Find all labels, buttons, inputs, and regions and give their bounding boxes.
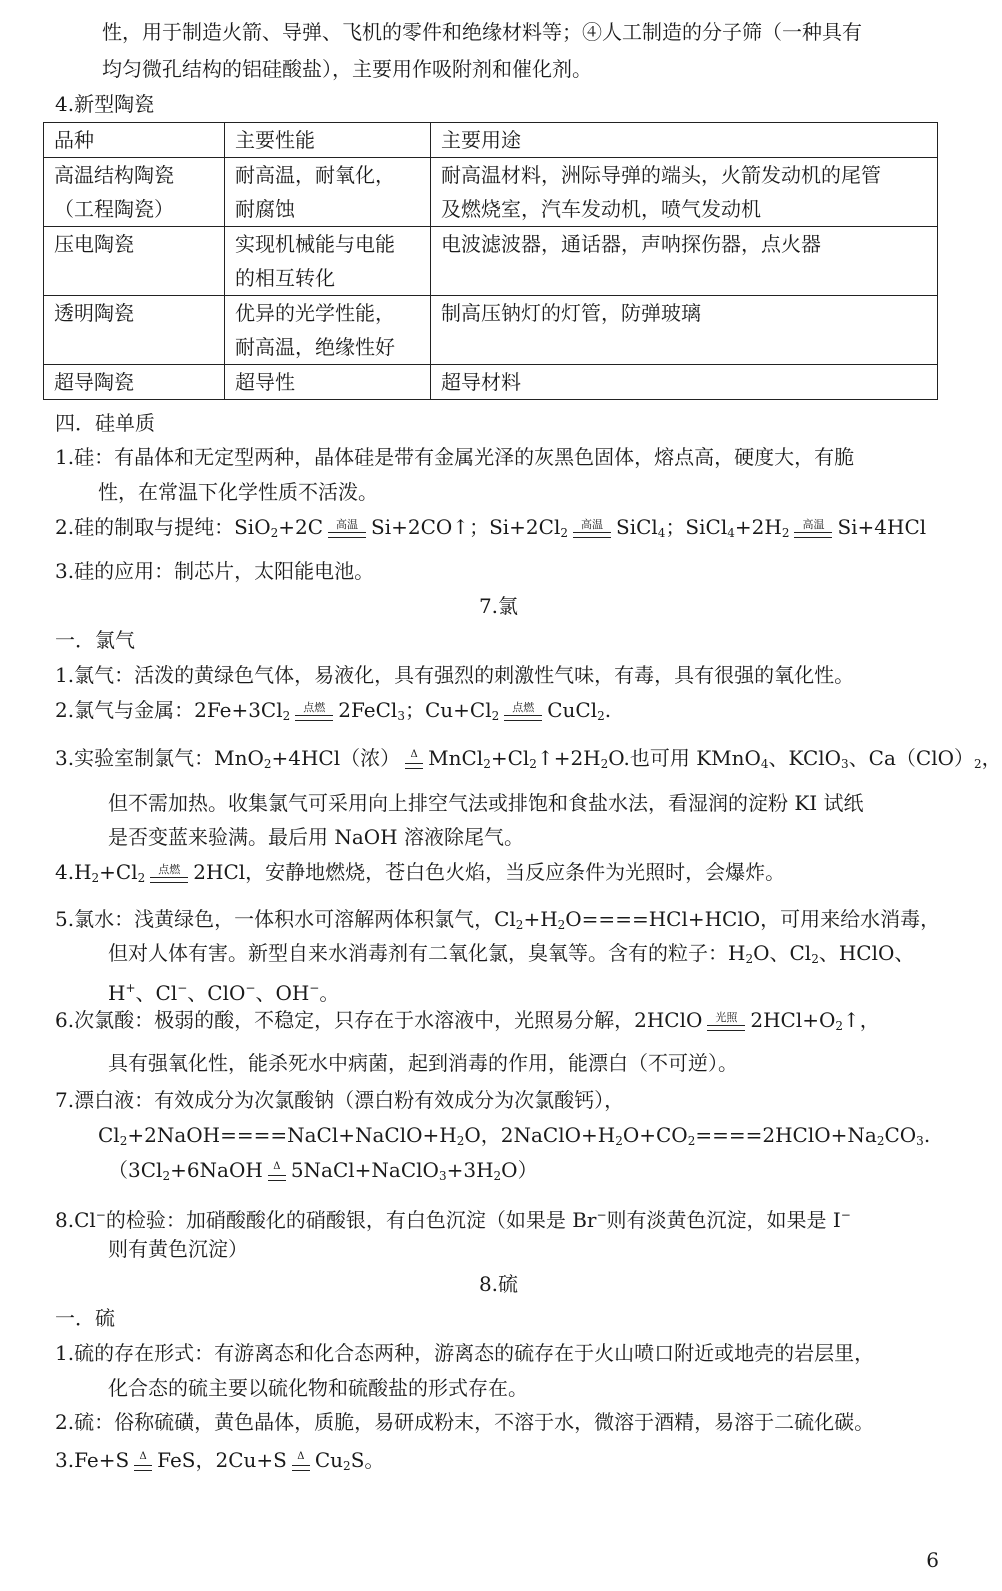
table-row: [44, 227, 938, 296]
table-cell: 电波滤波器，通话器，声呐探伤器，点火器: [431, 227, 938, 296]
sulfur-item-2: 2.硫：俗称硫磺，黄色晶体，质脆，易研成粉末，不溶于水，微溶于酒精，易溶于二硫化碳。: [55, 1410, 875, 1434]
table-cell: 压电陶瓷: [44, 227, 225, 296]
table-cell: 超导陶瓷: [44, 365, 225, 400]
reaction-condition: 点燃: [504, 699, 542, 721]
table-cell: 耐高温，耐氧化， 耐腐蚀: [225, 158, 431, 227]
silicon-heading: 四．硅单质: [55, 411, 155, 435]
chlorine-heading: 一．氯气: [55, 628, 135, 652]
chlorine-item-6: 6.次氯酸：极弱的酸，不稳定，只存在于水溶液中，光照易分解，2HClO 光照 $2HCl+O_2↑$，: [55, 1008, 880, 1033]
table-row: [44, 365, 938, 400]
header-cell-performance: 主要性能: [225, 123, 431, 158]
sulfur-title: 8.硫: [478, 1272, 519, 1296]
reaction-condition: 高温: [328, 516, 366, 538]
silicon-item-2: 2.硅的制取与提纯：SiO$_2$+2C 高温 Si+2CO↑；$Si+2Cl_2$ 高温 SiCl$_4$；$SiCl_4+2H_2$ 高温 Si+4HCl: [55, 515, 927, 540]
table-cell: 透明陶瓷: [44, 296, 225, 365]
header-cell-kind: 品种: [44, 123, 225, 158]
chlorine-item-3: 3.实验室制氯气：MnO$_2$+4HCl（浓） Δ $MnCl_2+Cl_2↑+2H_2O$.也可用 KMnO$_4$、KClO$_3$、$Ca(ClO)_2$，: [55, 746, 1002, 771]
chlorine-item-1: 1.氯气：活泼的黄绿色气体，易液化，具有强烈的刺激性气味，有毒，具有很强的氧化性。: [55, 663, 855, 687]
reaction-condition: Δ: [292, 1449, 310, 1471]
reaction-condition: Δ: [405, 747, 423, 769]
chlorine-item-4: $4.H_2+Cl_2$ 点燃 2HCl，安静地燃烧，苍白色火焰，当反应条件为光照时，会爆炸。: [55, 860, 786, 885]
reaction-condition: 光照: [707, 1009, 745, 1031]
chlorine-item-5-cont: 但对人体有害。新型自来水消毒剂有二氧化氯，臭氧等。含有的粒子：$H_2O$、$Cl_2$、HClO、: [108, 941, 915, 966]
sulfur-item-1: 1.硫的存在形式：有游离态和化合态两种，游离态的硫存在于火山喷口附近或地壳的岩层里，: [55, 1341, 875, 1365]
chlorine-item-7-eq: $Cl_2+2NaOH====NaCl+NaClO+H_2O$，$2NaClO+H_2O+CO_2====2HClO+Na_2CO_3$.: [98, 1123, 931, 1148]
silicon-item-1-cont: 性，在常温下化学性质不活泼。: [98, 480, 378, 504]
table-cell: 高温结构陶瓷 （工程陶瓷）: [44, 158, 225, 227]
chlorine-item-8-cont: 则有黄色沉淀）: [108, 1237, 248, 1261]
chlorine-item-5-ions: H+、Cl−、ClO−、OH−。: [108, 981, 340, 1005]
chlorine-item-3-cont: 但不需加热。收集氯气可采用向上排空气法或排饱和食盐水法，看湿润的淀粉 KI 试纸: [108, 791, 864, 815]
reaction-condition: Δ: [268, 1159, 286, 1181]
header-cell-use: 主要用途: [431, 123, 938, 158]
table-cell: 实现机械能与电能 的相互转化: [225, 227, 431, 296]
silicon-item-1: 1.硅：有晶体和无定型两种，晶体硅是带有金属光泽的灰黑色固体，熔点高，硬度大，有脆: [55, 445, 855, 469]
chlorine-item-5: 5.氯水：浅黄绿色，一体积水可溶解两体积氯气，$Cl_2+H_2O====HCl+HClO$，可用来给水消毒，: [55, 907, 941, 932]
table-cell: 超导性: [225, 365, 431, 400]
intro-line-1: 性，用于制造火箭、导弹、飞机的零件和绝缘材料等；④人工制造的分子筛（一种具有: [102, 20, 862, 44]
chlorine-item-3-cont: 是否变蓝来验满。最后用 NaOH 溶液除尾气。: [108, 825, 524, 849]
sulfur-item-1-cont: 化合态的硫主要以硫化物和硫酸盐的形式存在。: [108, 1376, 528, 1400]
table-cell: 优异的光学性能， 耐高温，绝缘性好: [225, 296, 431, 365]
table-header-row: [44, 123, 938, 158]
sulfur-item-3: 3.Fe+S Δ FeS，2Cu+S Δ $Cu_2S$。: [55, 1448, 385, 1473]
reaction-condition: 点燃: [150, 861, 188, 883]
silicon-item-3: 3.硅的应用：制芯片，太阳能电池。: [55, 559, 375, 583]
chlorine-item-6-cont: 具有强氧化性，能杀死水中病菌，起到消毒的作用，能漂白（不可逆）。: [108, 1051, 738, 1075]
table-row: [44, 158, 938, 227]
ceramics-heading: 4.新型陶瓷: [55, 92, 155, 116]
chlorine-item-7: 7.漂白液：有效成分为次氯酸钠（漂白粉有效成分为次氯酸钙），: [55, 1088, 625, 1112]
sulfur-heading: 一．硫: [55, 1306, 115, 1330]
table-cell: 制高压钠灯的灯管，防弹玻璃: [431, 296, 938, 365]
chlorine-title: 7.氯: [478, 594, 519, 618]
chlorine-item-7-eq2: （$3Cl_2+6NaOH$ Δ $5NaCl+NaClO_3+3H_2O$）: [108, 1158, 538, 1183]
chlorine-item-2: 2.氯气与金属：$2Fe+3Cl_2$ 点燃 2FeCl$_3$；$Cu+Cl_2$ 点燃 CuCl$_2$.: [55, 698, 612, 723]
reaction-condition: Δ: [134, 1449, 152, 1471]
table-row: [44, 296, 938, 365]
table-cell: 超导材料: [431, 365, 938, 400]
chlorine-item-8: 8.Cl−的检验：加硝酸酸化的硝酸银，有白色沉淀（如果是 Br−则有淡黄色沉淀，如果是 I−: [55, 1208, 851, 1232]
reaction-condition: 点燃: [295, 699, 333, 721]
table-cell: 耐高温材料，洲际导弹的端头，火箭发动机的尾管 及燃烧室，汽车发动机，喷气发动机: [431, 158, 938, 227]
page-number: 6: [926, 1548, 939, 1572]
ceramics-table: [43, 122, 938, 400]
reaction-condition: 高温: [573, 516, 611, 538]
reaction-condition: 高温: [794, 516, 832, 538]
intro-line-2: 均匀微孔结构的铝硅酸盐），主要用作吸附剂和催化剂。: [102, 57, 592, 81]
